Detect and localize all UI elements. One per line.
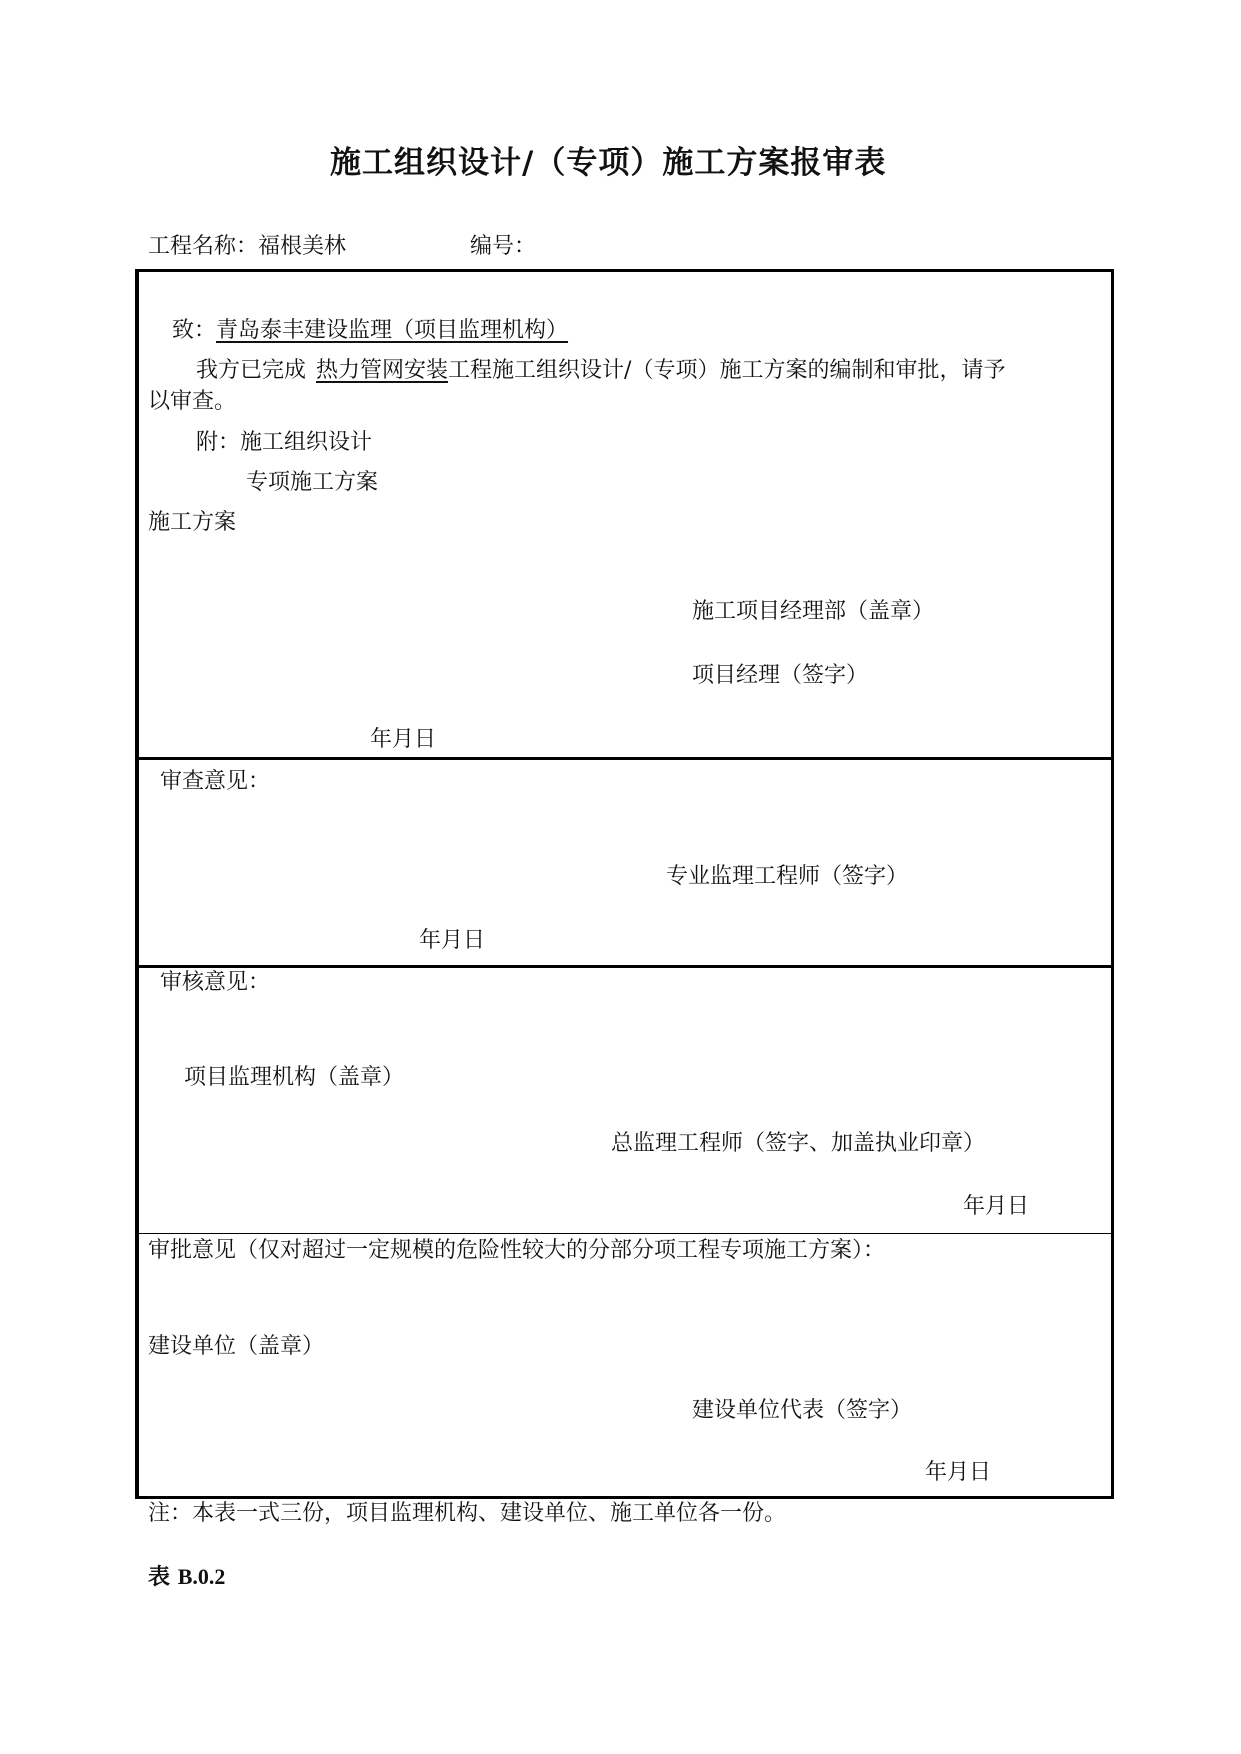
dept-stamp-label: 施工项目经理部（盖章） bbox=[692, 599, 935, 624]
manager-sign-label: 项目经理（签字） bbox=[692, 663, 869, 688]
owner-rep-sign-label: 建设单位代表（签字） bbox=[692, 1398, 913, 1423]
form-code-prefix: 表 bbox=[148, 1564, 171, 1590]
submission-statement bbox=[196, 360, 1005, 382]
attachment-label: 附：施工组织设计 bbox=[196, 430, 373, 455]
chief-engineer-sign-label: 总监理工程师（签字、加盖执业印章） bbox=[611, 1131, 986, 1156]
copies-note: 注：本表一式三份，项目监理机构、建设单位、施工单位各一份。 bbox=[148, 1501, 787, 1526]
statement-rest: 工程施工组织设计/（专项）施工方案的编制和审批，请予 bbox=[448, 358, 1006, 383]
statement-prefix: 我方已完成 bbox=[196, 358, 307, 383]
statement-project: 热力管网安装 bbox=[316, 358, 449, 383]
approval-opinion-heading: 审批意见（仅对超过一定规模的危险性较大的分部分项工程专项施工方案）： bbox=[148, 1238, 886, 1263]
section-divider-1 bbox=[135, 757, 1114, 760]
addressee-prefix: 致： bbox=[172, 318, 217, 343]
form-number-label: 编号： bbox=[470, 234, 537, 259]
section4-date: 年月日 bbox=[925, 1460, 992, 1485]
project-name-row bbox=[148, 236, 346, 258]
section2-date: 年月日 bbox=[419, 928, 486, 953]
section3-date: 年月日 bbox=[963, 1194, 1030, 1219]
submission-statement-line2: 以审查。 bbox=[148, 389, 237, 414]
addressee-line bbox=[172, 320, 568, 342]
page-title: 施工组织设计/（专项）施工方案报审表 bbox=[330, 145, 887, 181]
audit-opinion-heading: 审核意见： bbox=[160, 970, 271, 995]
section-divider-2 bbox=[135, 965, 1114, 968]
form-code bbox=[148, 1566, 225, 1588]
section-divider-3 bbox=[135, 1233, 1112, 1234]
attachment-item-construction-plan: 施工方案 bbox=[148, 510, 237, 535]
section1-date: 年月日 bbox=[370, 727, 437, 752]
form-code-value: B.0.2 bbox=[177, 1564, 226, 1589]
review-opinion-heading: 审查意见： bbox=[160, 769, 271, 794]
owner-unit-stamp-label: 建设单位（盖章） bbox=[148, 1334, 325, 1359]
project-name-value: 福根美林 bbox=[258, 234, 347, 259]
supervision-org-stamp-label: 项目监理机构（盖章） bbox=[184, 1065, 405, 1090]
attachment-item-special-plan: 专项施工方案 bbox=[246, 470, 379, 495]
addressee-org: 青岛泰丰建设监理（项目监理机构） bbox=[216, 318, 569, 343]
table-left-border-inner bbox=[137, 269, 139, 1499]
project-name-label: 工程名称： bbox=[148, 234, 259, 259]
engineer-sign-label: 专业监理工程师（签字） bbox=[666, 864, 909, 889]
